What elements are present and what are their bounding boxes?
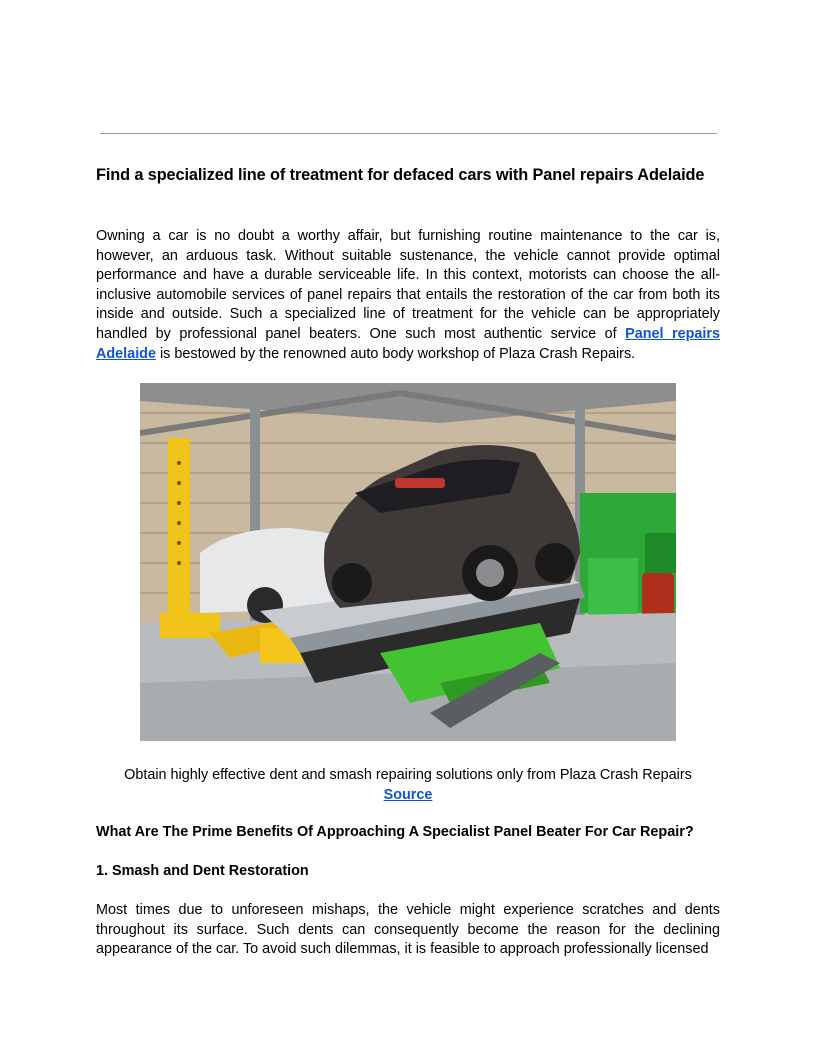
figure-caption-text: Obtain highly effective dent and smash repairing solutions only from Plaza Crash Repairs — [124, 767, 692, 783]
intro-text-after-link: is bestowed by the renowned auto body workshop of Plaza Crash Repairs. — [155, 345, 636, 362]
horizontal-rule — [100, 133, 717, 134]
page-title: Find a specialized line of treatment for defaced cars with Panel repairs Adelaide — [96, 166, 705, 184]
section-heading-smash-dent: 1. Smash and Dent Restoration — [96, 863, 309, 879]
intro-paragraph — [96, 227, 720, 364]
benefits-heading: What Are The Prime Benefits Of Approaching A Specialist Panel Beater For Car Repair? — [96, 824, 694, 840]
panel-repairs-adelaide-link[interactable]: Panel repairs Adelaide — [96, 325, 720, 362]
figure-caption — [96, 765, 720, 805]
smash-dent-paragraph: Most times due to unforeseen mishaps, the vehicle might experience scratches and dents throughout its surface. Such dents can consequently become the reason for the declining appearance of the car. To avoid such dilemmas, it is feasible to approach professionally licensed — [96, 902, 720, 958]
source-link[interactable]: Source — [383, 787, 433, 803]
intro-text-before-link: Owning a car is no doubt a worthy affair, but furnishing routine maintenance to the car is, however, an arduous task. Without suitable sustenance, the vehicle cannot provide optimal performance and have a durable serviceable life. In this context, motorists can choose the all-inclusive automobile services of panel repairs that entails the restoration of the car from both its inside and outside. Such a specialized line of treatment for the vehicle can be appropriately handled by professional panel beaters. One such most authentic service of — [96, 228, 720, 342]
workshop-photo — [140, 383, 676, 741]
